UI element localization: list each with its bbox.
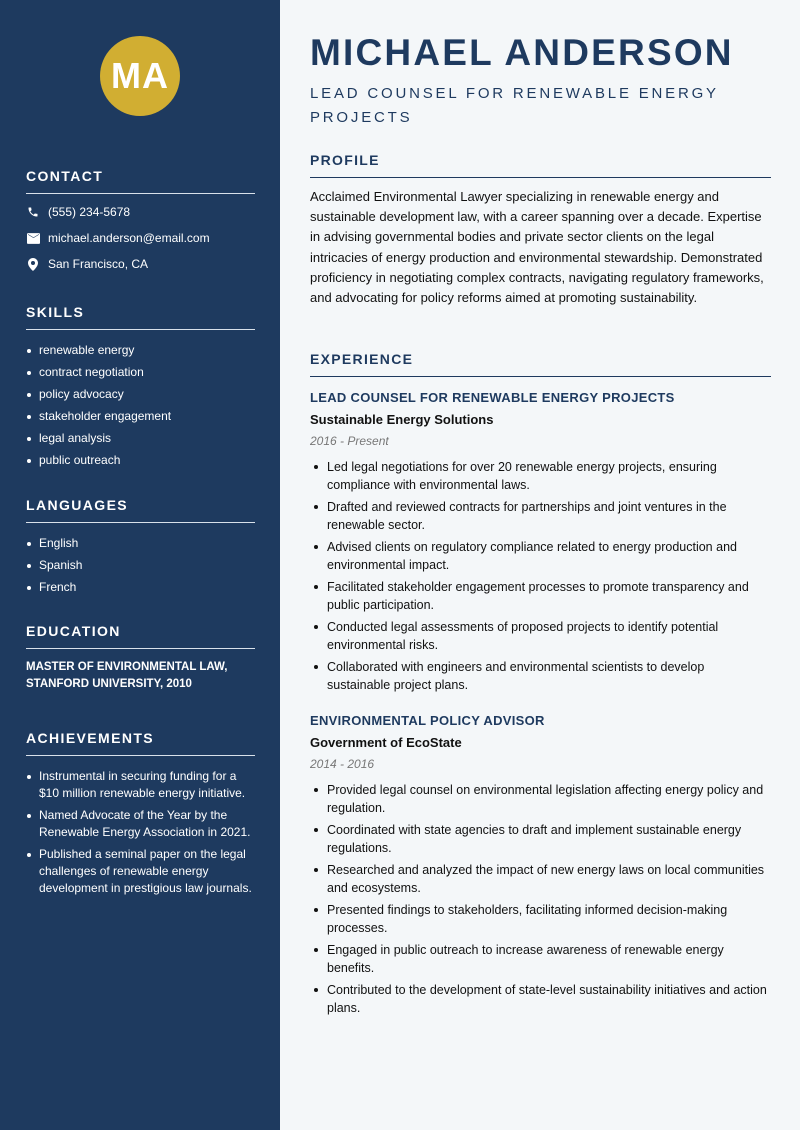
- job-bullet: Coordinated with state agencies to draft and implement sustainable energy regulations.: [310, 821, 771, 857]
- contact-location-text: San Francisco, CA: [48, 257, 149, 271]
- job-bullets: [310, 781, 771, 1017]
- skill-item: stakeholder engagement: [26, 408, 255, 425]
- language-item: Spanish: [26, 557, 255, 574]
- language-item: French: [26, 579, 255, 596]
- job-company: Sustainable Energy Solutions: [310, 412, 494, 427]
- education-heading: EDUCATION: [26, 623, 255, 649]
- job-bullet: Collaborated with engineers and environmental scientists to develop sustainable project plans.: [310, 658, 771, 694]
- contact-email[interactable]: [26, 225, 255, 251]
- job-bullet: Provided legal counsel on environmental legislation affecting energy policy and regulation.: [310, 781, 771, 817]
- skill-item: contract negotiation: [26, 364, 255, 381]
- candidate-title: LEAD COUNSEL FOR RENEWABLE ENERGY PROJECTS: [310, 85, 719, 126]
- profile-heading: PROFILE: [310, 152, 771, 178]
- job-bullet: Engaged in public outreach to increase awareness of renewable energy benefits.: [310, 941, 771, 977]
- job-dates: 2016 - Present: [310, 434, 389, 448]
- achievements-section: [26, 730, 255, 902]
- contact-email-text: michael.anderson@email.com: [48, 231, 210, 245]
- achievement-item: Named Advocate of the Year by the Renewable Energy Association in 2021.: [26, 807, 255, 841]
- job-entry: [310, 713, 771, 1021]
- job-bullets: [310, 458, 771, 694]
- skill-item: public outreach: [26, 452, 255, 469]
- contact-phone[interactable]: [26, 199, 255, 225]
- job-company: Government of EcoState: [310, 735, 462, 750]
- profile-text: Acclaimed Environmental Lawyer specializing in renewable energy and sustainable development law, with a career spanning over a decade. Expertise in advising governmental bodies and private sector clients on the legal intricacies of energy production and environmental stewardship. Demonstrated proficiency in negotiating complex contracts, navigating regulatory frameworks, and advocating for policy reforms aimed at promoting sustainability.: [310, 189, 764, 306]
- languages-list: [26, 535, 255, 596]
- job-entry: [310, 390, 771, 698]
- education-section: [26, 623, 255, 693]
- education-entry: MASTER OF ENVIRONMENTAL LAW, STANFORD UNIVERSITY, 2010: [26, 661, 228, 690]
- skills-heading: SKILLS: [26, 304, 255, 330]
- achievement-item: Published a seminal paper on the legal challenges of renewable energy development in prestigious law journals.: [26, 846, 255, 897]
- skill-item: policy advocacy: [26, 386, 255, 403]
- skills-list: [26, 342, 255, 469]
- job-bullet: Researched and analyzed the impact of new energy laws on local communities and ecosystems.: [310, 861, 771, 897]
- job-bullet: Led legal negotiations for over 20 renewable energy projects, ensuring compliance with environmental laws.: [310, 458, 771, 494]
- languages-heading: LANGUAGES: [26, 497, 255, 523]
- skills-section: [26, 304, 255, 474]
- contact-location: [26, 251, 255, 277]
- job-bullet: Conducted legal assessments of proposed projects to identify potential environmental risks.: [310, 618, 771, 654]
- job-title: ENVIRONMENTAL POLICY ADVISOR: [310, 713, 545, 728]
- job-bullet: Facilitated stakeholder engagement processes to promote transparency and public participation.: [310, 578, 771, 614]
- sidebar: [0, 0, 280, 1130]
- achievement-item: Instrumental in securing funding for a $10 million renewable energy initiative.: [26, 768, 255, 802]
- skill-item: renewable energy: [26, 342, 255, 359]
- contact-phone-text: (555) 234-5678: [48, 205, 131, 219]
- job-title: LEAD COUNSEL FOR RENEWABLE ENERGY PROJECTS: [310, 390, 675, 405]
- email-icon: [26, 231, 40, 245]
- job-bullet: Contributed to the development of state-level sustainability initiatives and action plans.: [310, 981, 771, 1017]
- languages-section: [26, 497, 255, 601]
- skill-item: legal analysis: [26, 430, 255, 447]
- contact-section: [26, 168, 255, 277]
- achievements-list: [26, 768, 255, 897]
- job-bullet: Presented findings to stakeholders, facilitating informed decision-making processes.: [310, 901, 771, 937]
- language-item: English: [26, 535, 255, 552]
- job-dates: 2014 - 2016: [310, 757, 375, 771]
- avatar: MA: [100, 36, 180, 116]
- contact-heading: CONTACT: [26, 168, 255, 194]
- candidate-name: MICHAEL ANDERSON: [310, 32, 734, 73]
- job-bullet: Drafted and reviewed contracts for partnerships and joint ventures in the renewable sector.: [310, 498, 771, 534]
- phone-icon: [26, 205, 40, 219]
- location-pin-icon: [26, 257, 40, 271]
- achievements-heading: ACHIEVEMENTS: [26, 730, 255, 756]
- experience-heading: EXPERIENCE: [310, 351, 771, 377]
- job-bullet: Advised clients on regulatory compliance related to energy production and environmental impact.: [310, 538, 771, 574]
